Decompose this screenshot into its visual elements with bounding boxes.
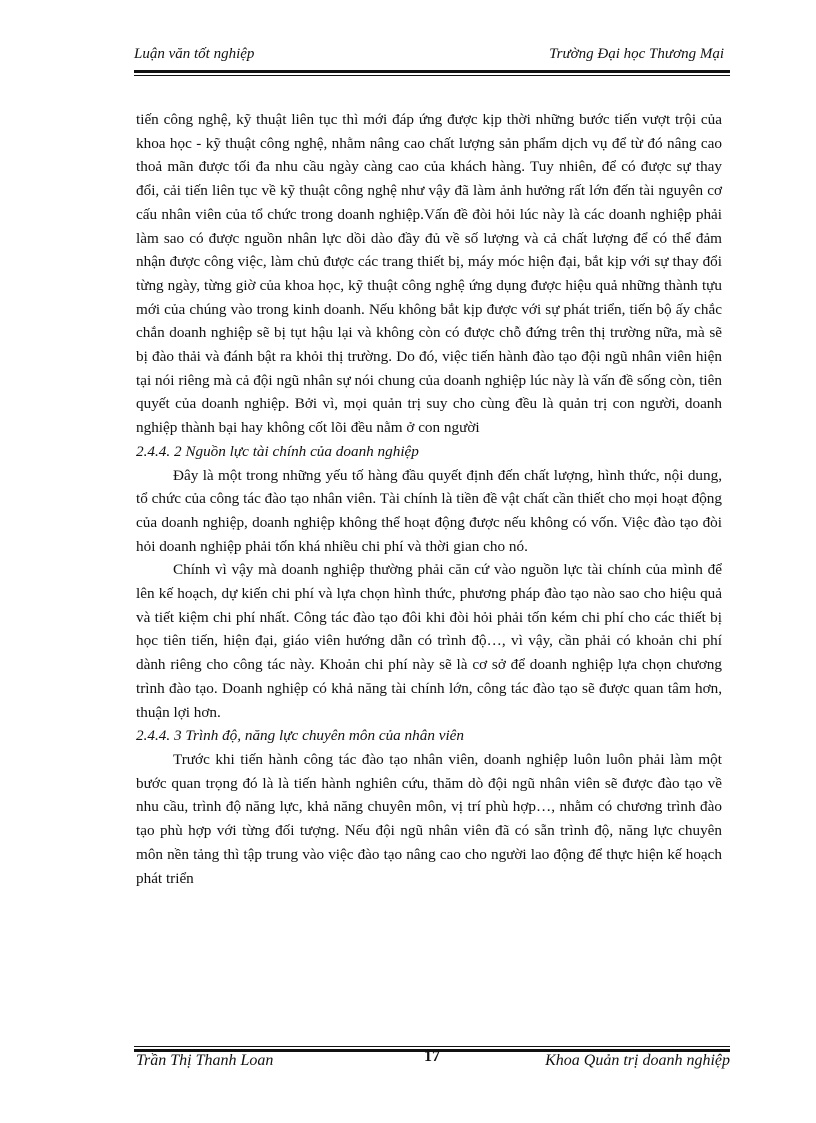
- paragraph-competence-1: Trước khi tiến hành công tác đào tạo nhân viên, doanh nghiệp luôn luôn phải làm một bước quan trọng đó là là tiến hành nghiên cứu, thăm dò đội ngũ nhân viên sẽ được đào tạo về nhu cầu, trình độ năng lực, khả năng chuyên môn, vị trí phù hợp…, nhằm có chương trình đào tạo phù hợp với từng đối tượng. Nếu đội ngũ nhân viên đã có sẵn trình độ, năng lực chuyên môn nền tảng thì tập trung vào việc đào tạo nâng cao cho người lao động để thực hiện kế hoạch phát triển: [136, 750, 722, 887]
- header-rule-thick: [134, 70, 730, 73]
- section-heading-financial: 2.4.4. 2 Nguồn lực tài chính của doanh nghiệp: [136, 442, 419, 460]
- document-body: [136, 108, 722, 890]
- header-rule-thin: [134, 75, 730, 76]
- header-thesis-label: Luận văn tốt nghiệp: [134, 46, 255, 62]
- page-number: 17: [424, 1048, 440, 1065]
- header-university-label: Trường Đại học Thương Mại: [549, 46, 724, 62]
- page-footer: [134, 1048, 730, 1076]
- section-heading-competence: 2.4.4. 3 Trình độ, năng lực chuyên môn của nhân viên: [136, 727, 465, 745]
- page-header: [134, 46, 724, 70]
- paragraph-continuation: tiến công nghệ, kỹ thuật liên tục thì mới đáp ứng được kịp thời những bước tiến vượt trội của khoa học - kỹ thuật công nghệ, nhằm nâng cao chất lượng sản phẩm dịch vụ để từ đó nâng cao thoả mãn được tối đa nhu cầu ngày càng cao của khách hàng. Tuy nhiên, để có được sự thay đổi, cải tiến liên tục về kỹ thuật công nghệ như vậy đã làm ảnh hưởng rất lớn đến tài nguyên cơ cấu nhân viên của tổ chức trong doanh nghiệp.Vấn đề đòi hỏi lúc này là các doanh nghiệp phải làm sao có được nguồn nhân lực dồi dào đầy đủ về số lượng và cả chất lượng để có thể đảm nhận được công việc, làm chủ được các trang thiết bị, máy móc hiện đại, bắt kịp với sự thay đổi từng ngày, từng giờ của khoa học, kỹ thuật công nghệ ứng dụng được hiệu quả những thành tựu mới của chúng vào trong kinh doanh. Nếu không bắt kịp được với sự phát triển, tiến bộ ấy chắc chắn doanh nghiệp sẽ bị tụt hậu lại và không còn có được chỗ đứng trên thị trường nữa, mà sẽ bị đào thải và đánh bật ra khỏi thị trường. Do đó, việc tiến hành đào tạo đội ngũ nhân viên hiện tại nói riêng mà cả đội ngũ nhân sự nói chung của doanh nghiệp lúc này là vấn đề sống còn, tiên quyết của doanh nghiệp. Bởi vì, mọi quản trị suy cho cùng đều là quản trị con người, doanh nghiệp thành bại hay không cốt lõi đều nằm ở con người: [136, 111, 722, 437]
- paragraph-financial-2: Chính vì vậy mà doanh nghiệp thường phải căn cứ vào nguồn lực tài chính của mình để lên kế hoạch, dự kiến chi phí và lựa chọn hình thức, phương pháp đào tạo nào sao cho hiệu quả và tiết kiệm chi phí nhất. Công tác đào tạo đôi khi đòi hỏi phải tốn kém chi phí cho các thiết bị học tiên tiến, hiện đại, giáo viên hướng dẫn có trình độ…, vì vậy, cần phải có khoản chi phí dành riêng cho công tác này. Khoản chi phí này sẽ là cơ sở để doanh nghiệp lựa chọn chương trình đào tạo. Doanh nghiệp có khả năng tài chính lớn, công tác đào tạo sẽ được quan tâm hơn, thuận lợi hơn.: [136, 561, 722, 721]
- paragraph-financial-1: Đây là một trong những yếu tố hàng đầu quyết định đến chất lượng, hình thức, nội dung, tổ chức của công tác đào tạo nhân viên. Tài chính là tiền đề vật chất cần thiết cho mọi hoạt động của doanh nghiệp, doanh nghiệp không thể hoạt động được nếu không có vốn. Việc đào tạo đòi hỏi doanh nghiệp phải tốn khá nhiều chi phí và thời gian cho nó.: [136, 466, 722, 555]
- footer-faculty: Khoa Quản trị doanh nghiệp: [545, 1052, 730, 1069]
- footer-rule-thin: [134, 1046, 730, 1047]
- footer-author: Trần Thị Thanh Loan: [136, 1052, 274, 1069]
